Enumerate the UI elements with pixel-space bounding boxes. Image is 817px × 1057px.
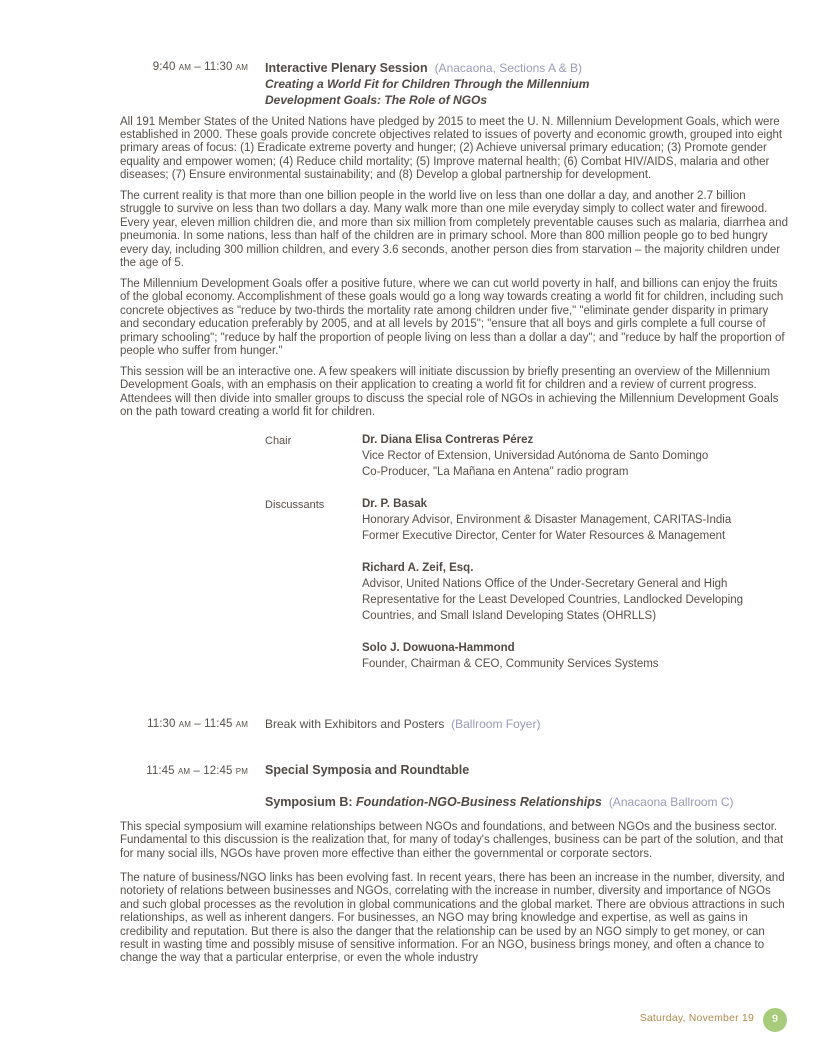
plenary-paragraph-2: The current reality is that more than one billion people in the world live on less than one dollar a day, and another 2.7 billion struggle to survive on less than two dollars a day. Many walk more than one mile everyday simply to collect water and firewood. Every year, eleven million children die, and more than six million from completely preventable causes such as malaria, diarrhea and pneumonia. In some nations, less than half of the children are in primary school. More than 800 million people go to bed hungry every day, including 300 million children, and every 3.6 seconds, another person dies from starvation – the majority children under the age of 5. xyxy=(120,190,788,270)
plenary-title: Interactive Plenary Session xyxy=(265,61,428,75)
symposium-b-line xyxy=(265,796,788,809)
person-block xyxy=(362,432,788,480)
plenary-roles xyxy=(265,432,788,672)
person-desc: Former Executive Director, Center for Water Resources & Management xyxy=(362,529,726,542)
break-time: 11:30 am – 11:45 am xyxy=(147,717,248,730)
program-page xyxy=(120,60,788,966)
person-name: Dr. Diana Elisa Contreras Pérez xyxy=(362,433,534,446)
plenary-title-line xyxy=(265,60,788,76)
person-name: Richard A. Zeif, Esq. xyxy=(362,561,474,574)
plenary-venue: (Anacaona, Sections A & B) xyxy=(434,61,582,75)
person-desc: Advisor, United Nations Office of the Under-Secretary General and High Representative for the Least Developed Countries, Landlocked Developing Countries, and Small Island Developing States (OHRLLS) xyxy=(362,577,744,622)
role-label: Chair xyxy=(265,434,292,447)
role-label xyxy=(265,640,362,672)
symposium-b-label: Symposium B: xyxy=(265,795,353,810)
person-desc: Honorary Advisor, Environment & Disaster Management, CARITAS-India xyxy=(362,513,732,526)
break-venue: (Ballroom Foyer) xyxy=(451,716,541,731)
symposia-title: Special Symposia and Roundtable xyxy=(265,762,470,777)
symposium-paragraph-1: This special symposium will examine relationships between NGOs and foundations, and between NGOs and the business sector. Fundamental to this discussion is the realization that, for many of today's challenges, business can be part of the solution, and that for many social ills, NGOs have proven more effective than either the governmental or corporate sectors. xyxy=(120,820,784,860)
person-block xyxy=(362,560,788,624)
role-label: Discussants xyxy=(265,498,325,511)
symposia-time: 11:45 am – 12:45 pm xyxy=(146,764,248,777)
plenary-paragraph-4: This session will be an interactive one. A few speakers will initiate discussion by briefly presenting an overview of the Millennium Development Goals, with an emphasis on their application to creating a world fit for children and a review of current progress. Attendees will then divide into smaller groups to discuss the special role of NGOs in achieving the Millennium Development Goals on the path toward creating a world fit for children. xyxy=(120,365,779,419)
symposium-b-title: Foundation-NGO-Business Relationships xyxy=(356,795,602,810)
plenary-header xyxy=(265,60,788,108)
plenary-time: 9:40 am – 11:30 am xyxy=(152,61,248,73)
symposia-session-row xyxy=(120,764,788,810)
plenary-session-row xyxy=(120,60,788,108)
role-row-discussant-2 xyxy=(265,560,788,624)
person-block xyxy=(362,640,788,672)
symposia-content xyxy=(265,764,788,810)
break-title: Break with Exhibitors and Posters xyxy=(265,716,445,731)
symposium-b-venue: (Anacaona Ballroom C) xyxy=(608,795,734,810)
person-name: Dr. P. Basak xyxy=(362,497,428,510)
role-label xyxy=(265,560,362,624)
person-name: Solo J. Dowuona-Hammond xyxy=(362,641,515,654)
role-row-chair xyxy=(265,432,788,480)
break-title-line xyxy=(265,717,788,731)
symposium-paragraph-2: The nature of business/NGO links has been evolving fast. In recent years, there has been an increase in the number, diversity, and notoriety of relations between businesses and NGOs, correlating with the increase in number, diversity and importance of NGOs and such global processes as the revolution in global communications and the global market. There are obvious attractions in such relationships, as well as inherent dangers. For businesses, an NGO may bring knowledge and expertise, as well as gains in credibility and reputation. But there is also the danger that the relationship can be used by an NGO simply to get money, or can result in wasting time and possibly misuse of sensitive information. For an NGO, business brings money, and often a chance to change the way that a particular enterprise, or even the whole industry xyxy=(120,871,785,965)
person-desc: Founder, Chairman & CEO, Community Services Systems xyxy=(362,657,659,670)
page-footer xyxy=(640,1008,787,1032)
person-desc: Vice Rector of Extension, Universidad Autónoma de Santo Domingo xyxy=(362,449,709,462)
footer-date: Saturday, November 19 xyxy=(639,1012,754,1025)
break-session-row xyxy=(120,717,788,731)
role-row-discussant-1 xyxy=(265,496,788,544)
person-block xyxy=(362,496,788,544)
plenary-subtitle: Creating a World Fit for Children Through the Millennium Development Goals: The Role of NGOs xyxy=(265,77,590,107)
person-desc: Co-Producer, "La Mañana en Antena" radio program xyxy=(362,465,629,478)
plenary-paragraph-3: The Millennium Development Goals offer a positive future, where we can cut world poverty in half, and billions can enjoy the fruits of the global economy. Accomplishment of these goals would go a long way towards creating a world fit for children, including such concrete objectives as "reduce by two-thirds the mortality rate among children under five," "eliminate gender disparity in primary and secondary education preferably by 2005, and at all levels by 2015"; "ensure that all boys and girls complete a full course of primary schooling"; "reduce by half the proportion of people living on less than a dollar a day"; and "reduce by half the proportion of people who suffer from hunger." xyxy=(120,277,785,357)
role-row-discussant-3 xyxy=(265,640,788,672)
plenary-paragraph-1: All 191 Member States of the United Nations have pledged by 2015 to meet the U. N. Millennium Development Goals, which were established in 2000. These goals provide concrete objectives related to issues of poverty and economic growth, grouped into eight primary areas of focus: (1) Eradicate extreme poverty and hunger; (2) Achieve universal primary education; (3) Promote gender equality and empower women; (4) Reduce child mortality; (5) Improve maternal health; (6) Combat HIV/AIDS, malaria and other diseases; (7) Ensure environmental sustainability; and (8) Develop a global partnership for development. xyxy=(120,115,783,182)
page-number-badge: 9 xyxy=(763,1008,787,1032)
